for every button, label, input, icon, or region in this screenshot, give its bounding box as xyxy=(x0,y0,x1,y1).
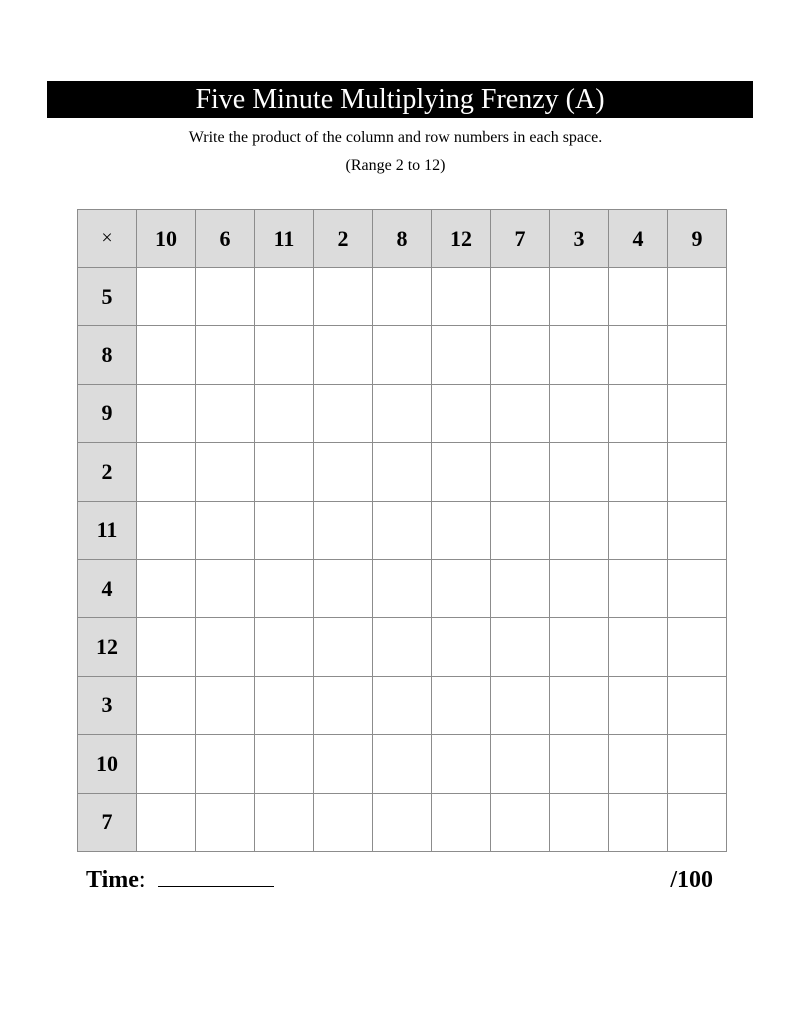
row-header: 10 xyxy=(78,735,137,793)
answer-cell[interactable] xyxy=(668,618,727,676)
answer-cell[interactable] xyxy=(314,735,373,793)
answer-cell[interactable] xyxy=(314,559,373,617)
answer-cell[interactable] xyxy=(255,735,314,793)
answer-cell[interactable] xyxy=(432,384,491,442)
answer-cell[interactable] xyxy=(668,326,727,384)
time-field xyxy=(86,864,274,896)
answer-cell[interactable] xyxy=(196,735,255,793)
row-header: 9 xyxy=(78,384,137,442)
multiply-symbol: × xyxy=(78,210,137,268)
grid-row xyxy=(78,618,727,676)
answer-cell[interactable] xyxy=(668,501,727,559)
time-colon: : xyxy=(138,867,146,893)
answer-cell[interactable] xyxy=(609,559,668,617)
answer-cell[interactable] xyxy=(550,618,609,676)
answer-cell[interactable] xyxy=(550,501,609,559)
answer-cell[interactable] xyxy=(196,384,255,442)
answer-cell[interactable] xyxy=(137,618,196,676)
column-header: 9 xyxy=(668,210,727,268)
column-header: 6 xyxy=(196,210,255,268)
answer-cell[interactable] xyxy=(432,559,491,617)
grid-row xyxy=(78,735,727,793)
row-header: 3 xyxy=(78,676,137,734)
answer-cell[interactable] xyxy=(432,618,491,676)
column-header: 12 xyxy=(432,210,491,268)
column-header: 4 xyxy=(609,210,668,268)
answer-cell[interactable] xyxy=(609,618,668,676)
answer-cell[interactable] xyxy=(255,384,314,442)
answer-cell[interactable] xyxy=(373,326,432,384)
row-header: 4 xyxy=(78,559,137,617)
answer-cell[interactable] xyxy=(668,443,727,501)
answer-cell[interactable] xyxy=(314,384,373,442)
range-text: (Range 2 to 12) xyxy=(345,157,446,174)
answer-cell[interactable] xyxy=(668,793,727,851)
answer-cell[interactable] xyxy=(137,326,196,384)
answer-cell[interactable] xyxy=(137,735,196,793)
grid-row xyxy=(78,268,727,326)
answer-cell[interactable] xyxy=(491,676,550,734)
answer-cell[interactable] xyxy=(550,559,609,617)
answer-cell[interactable] xyxy=(491,326,550,384)
answer-cell[interactable] xyxy=(196,793,255,851)
answer-cell[interactable] xyxy=(491,443,550,501)
answer-cell[interactable] xyxy=(550,443,609,501)
answer-cell[interactable] xyxy=(196,443,255,501)
grid-row xyxy=(78,559,727,617)
answer-cell[interactable] xyxy=(255,501,314,559)
answer-cell[interactable] xyxy=(373,618,432,676)
answer-cell[interactable] xyxy=(668,268,727,326)
answer-cell[interactable] xyxy=(314,501,373,559)
answer-cell[interactable] xyxy=(314,443,373,501)
row-header: 7 xyxy=(78,793,137,851)
answer-cell[interactable] xyxy=(668,384,727,442)
answer-cell[interactable] xyxy=(491,618,550,676)
answer-cell[interactable] xyxy=(373,268,432,326)
column-header: 10 xyxy=(137,210,196,268)
answer-cell[interactable] xyxy=(609,326,668,384)
answer-cell[interactable] xyxy=(255,618,314,676)
answer-cell[interactable] xyxy=(373,735,432,793)
row-header: 5 xyxy=(78,268,137,326)
row-header: 11 xyxy=(78,501,137,559)
answer-cell[interactable] xyxy=(609,793,668,851)
answer-cell[interactable] xyxy=(314,268,373,326)
time-blank-line[interactable] xyxy=(158,864,274,887)
answer-cell[interactable] xyxy=(432,676,491,734)
answer-cell[interactable] xyxy=(373,793,432,851)
answer-cell[interactable] xyxy=(491,384,550,442)
grid-row xyxy=(78,443,727,501)
instructions-text: Write the product of the column and row numbers in each space. xyxy=(188,129,603,146)
row-header: 8 xyxy=(78,326,137,384)
answer-cell[interactable] xyxy=(432,793,491,851)
answer-cell[interactable] xyxy=(314,326,373,384)
column-header: 2 xyxy=(314,210,373,268)
answer-cell[interactable] xyxy=(137,559,196,617)
answer-cell[interactable] xyxy=(137,268,196,326)
answer-cell[interactable] xyxy=(491,735,550,793)
answer-cell[interactable] xyxy=(609,443,668,501)
column-header: 7 xyxy=(491,210,550,268)
grid-row xyxy=(78,501,727,559)
answer-cell[interactable] xyxy=(373,443,432,501)
grid-row xyxy=(78,326,727,384)
answer-cell[interactable] xyxy=(432,443,491,501)
answer-cell[interactable] xyxy=(137,501,196,559)
answer-cell[interactable] xyxy=(609,735,668,793)
answer-cell[interactable] xyxy=(432,735,491,793)
answer-cell[interactable] xyxy=(137,793,196,851)
answer-cell[interactable] xyxy=(432,326,491,384)
column-header: 3 xyxy=(550,210,609,268)
worksheet-title: Five Minute Multiplying Frenzy (A) xyxy=(47,81,753,118)
grid-row xyxy=(78,676,727,734)
answer-cell[interactable] xyxy=(668,676,727,734)
answer-cell[interactable] xyxy=(550,735,609,793)
answer-cell[interactable] xyxy=(255,268,314,326)
answer-cell[interactable] xyxy=(668,735,727,793)
answer-cell[interactable] xyxy=(491,501,550,559)
answer-cell[interactable] xyxy=(314,793,373,851)
answer-cell[interactable] xyxy=(550,793,609,851)
answer-cell[interactable] xyxy=(550,384,609,442)
multiplication-grid xyxy=(77,209,727,852)
answer-cell[interactable] xyxy=(314,676,373,734)
answer-cell[interactable] xyxy=(196,559,255,617)
answer-cell[interactable] xyxy=(196,501,255,559)
answer-cell[interactable] xyxy=(432,268,491,326)
answer-cell[interactable] xyxy=(550,676,609,734)
answer-cell[interactable] xyxy=(491,793,550,851)
answer-cell[interactable] xyxy=(550,326,609,384)
answer-cell[interactable] xyxy=(196,676,255,734)
time-label: Time xyxy=(86,867,139,893)
answer-cell[interactable] xyxy=(609,384,668,442)
grid-row xyxy=(78,793,727,851)
answer-cell[interactable] xyxy=(373,384,432,442)
answer-cell[interactable] xyxy=(255,326,314,384)
answer-cell[interactable] xyxy=(668,559,727,617)
row-header: 12 xyxy=(78,618,137,676)
answer-cell[interactable] xyxy=(255,559,314,617)
answer-cell[interactable] xyxy=(255,793,314,851)
answer-cell[interactable] xyxy=(137,676,196,734)
answer-cell[interactable] xyxy=(550,268,609,326)
score-total: /100 xyxy=(670,867,713,893)
answer-cell[interactable] xyxy=(609,501,668,559)
answer-cell[interactable] xyxy=(314,618,373,676)
answer-cell[interactable] xyxy=(609,676,668,734)
answer-cell[interactable] xyxy=(255,443,314,501)
answer-cell[interactable] xyxy=(373,501,432,559)
answer-cell[interactable] xyxy=(196,326,255,384)
answer-cell[interactable] xyxy=(609,268,668,326)
answer-cell[interactable] xyxy=(255,676,314,734)
answer-cell[interactable] xyxy=(137,443,196,501)
header-row xyxy=(78,210,727,268)
answer-cell[interactable] xyxy=(491,268,550,326)
answer-cell[interactable] xyxy=(137,384,196,442)
answer-cell[interactable] xyxy=(196,268,255,326)
grid-row xyxy=(78,384,727,442)
column-header: 8 xyxy=(373,210,432,268)
answer-cell[interactable] xyxy=(432,501,491,559)
column-header: 11 xyxy=(255,210,314,268)
answer-cell[interactable] xyxy=(373,676,432,734)
answer-cell[interactable] xyxy=(373,559,432,617)
answer-cell[interactable] xyxy=(196,618,255,676)
row-header: 2 xyxy=(78,443,137,501)
answer-cell[interactable] xyxy=(491,559,550,617)
